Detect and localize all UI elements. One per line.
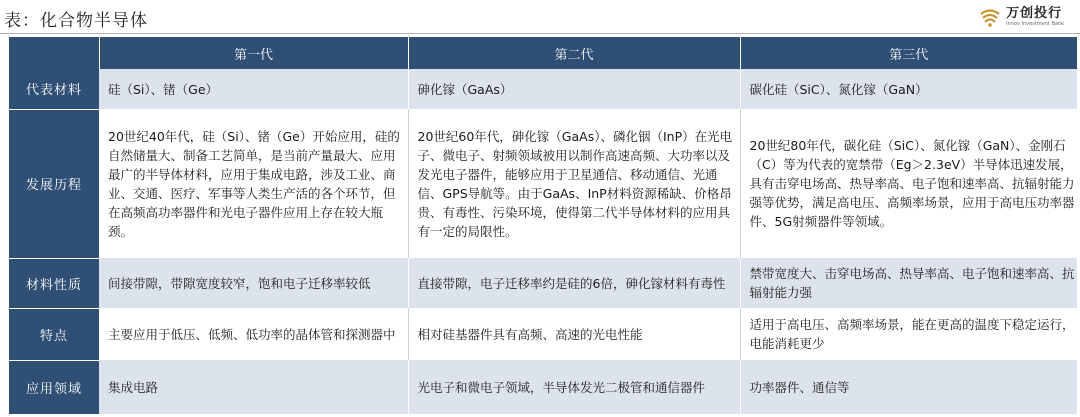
row-label-applications: 应用领域 [9, 360, 99, 414]
table-cell: 集成电路 [99, 360, 408, 414]
compound-semiconductor-table [9, 37, 1077, 414]
table-row-history [9, 109, 1077, 258]
table-cell: 硅（Si）、锗（Ge） [99, 69, 408, 109]
table-header-row [9, 37, 1077, 69]
table-cell: 禁带宽度大、击穿电场高、热导率高、电子饱和速率高、抗辐射能力强 [740, 258, 1077, 308]
brand-subtitle: Innov Investment Bank [1006, 20, 1064, 27]
table-cell: 直接带隙，电子迁移率约是硅的6倍，砷化镓材料有毒性 [408, 258, 740, 308]
table-row-materials [9, 69, 1077, 109]
table-cell: 砷化镓（GaAs） [408, 69, 740, 109]
brand-logo [978, 6, 1064, 28]
column-header-gen1: 第一代 [99, 37, 408, 69]
table-row-applications [9, 360, 1077, 414]
table-row-features [9, 308, 1077, 360]
brand-mark-icon [978, 6, 1002, 28]
table-cell: 光电子和微电子领域，半导体发光二极管和通信器件 [408, 360, 740, 414]
table-cell: 碳化硅（SiC）、氮化镓（GaN） [740, 69, 1077, 109]
table-cell: 20世纪40年代，硅（Si）、锗（Ge）开始应用，硅的自然储量大、制备工艺简单，是当前产量最大、应用最广的半导体材料，应用于集成电路，涉及工业、商业、交通、医疗、军事等人类生产活的各个环节，但在高频高功率器件和光电子器件应用上存在较大瓶颈。 [99, 109, 408, 258]
table-cell: 20世纪60年代，砷化镓（GaAs）、磷化铟（InP）在光电子、微电子、射频领域被用以制作高速高频、大功率以及发光电子器件，能够应用于卫星通信、移动通信、光通信、GPS导航等。由于GaAs、InP材料资源稀缺、价格昂贵、有毒性、污染环境，使得第二代半导体材料的应用具有一定的局限性。 [408, 109, 740, 258]
table-cell: 间接带隙，带隙宽度较窄，饱和电子迁移率较低 [99, 258, 408, 308]
table-cell: 功率器件、通信等 [740, 360, 1077, 414]
table-cell: 20世纪80年代，碳化硅（SiC）、氮化镓（GaN）、金刚石（C）等为代表的宽禁带（Eg＞2.3eV）半导体迅速发展，具有击穿电场高、热导率高、电子饱和速率高、抗辐射能力强等优势，满足高电压、高频率场景，应用于高电压功率器件、5G射频器件等领域。 [740, 109, 1077, 258]
header-divider [0, 33, 1080, 34]
table-cell: 主要应用于低压、低频、低功率的晶体管和探测器中 [99, 308, 408, 360]
table-cell: 适用于高电压、高频率场景，能在更高的温度下稳定运行，电能消耗更少 [740, 308, 1077, 360]
row-label-properties: 材料性质 [9, 258, 99, 308]
table-row-properties [9, 258, 1077, 308]
row-label-features: 特点 [9, 308, 99, 360]
row-label-history: 发展历程 [9, 109, 99, 258]
page-title: 表：化合物半导体 [4, 11, 148, 31]
column-header-gen2: 第二代 [408, 37, 740, 69]
table-corner-cell [9, 37, 99, 69]
table-cell: 相对硅基器件具有高频、高速的光电性能 [408, 308, 740, 360]
brand-name: 万创投行 [1006, 5, 1063, 21]
row-label-materials: 代表材料 [9, 69, 99, 109]
column-header-gen3: 第三代 [740, 37, 1077, 69]
